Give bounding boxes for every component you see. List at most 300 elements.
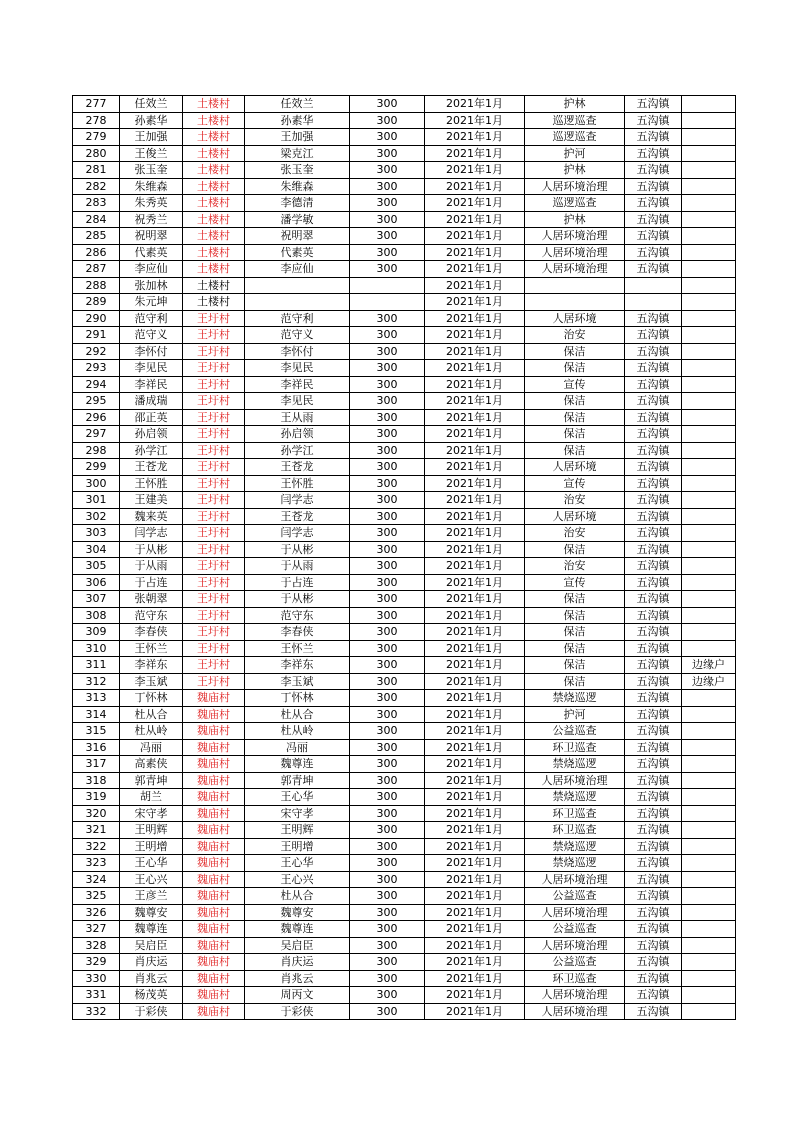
recipient-name-cell: 王加强 xyxy=(245,129,350,146)
village-name-cell: 土楼村 xyxy=(183,228,245,245)
recipient-name-cell: 李祥东 xyxy=(245,657,350,674)
recipient-name-cell xyxy=(245,277,350,294)
person-name-cell: 李春侠 xyxy=(120,624,183,641)
table-row xyxy=(73,310,736,327)
remark-cell xyxy=(682,211,736,228)
remark-cell xyxy=(682,393,736,410)
job-type-cell: 人居环境治理 xyxy=(525,178,625,195)
amount-cell: 300 xyxy=(350,574,425,591)
table-row xyxy=(73,261,736,278)
person-name-cell: 肖兆云 xyxy=(120,970,183,987)
recipient-name-cell: 王心华 xyxy=(245,855,350,872)
row-number-cell: 312 xyxy=(73,673,120,690)
person-name-cell: 李怀付 xyxy=(120,343,183,360)
job-type-cell: 护林 xyxy=(525,211,625,228)
town-name-cell: 五沟镇 xyxy=(625,904,682,921)
town-name-cell: 五沟镇 xyxy=(625,855,682,872)
recipient-name-cell: 范守东 xyxy=(245,607,350,624)
person-name-cell: 魏尊安 xyxy=(120,904,183,921)
amount-cell: 300 xyxy=(350,162,425,179)
amount-cell: 300 xyxy=(350,360,425,377)
remark-cell xyxy=(682,129,736,146)
recipient-name-cell: 于从彬 xyxy=(245,541,350,558)
table-row xyxy=(73,558,736,575)
table-row xyxy=(73,145,736,162)
job-type-cell: 宣传 xyxy=(525,574,625,591)
row-number-cell: 308 xyxy=(73,607,120,624)
recipient-name-cell: 李见民 xyxy=(245,360,350,377)
recipient-name-cell: 梁克江 xyxy=(245,145,350,162)
remark-cell xyxy=(682,244,736,261)
recipient-name-cell: 肖兆云 xyxy=(245,970,350,987)
job-type-cell: 公益巡查 xyxy=(525,723,625,740)
period-cell: 2021年1月 xyxy=(425,921,525,938)
recipient-name-cell: 郭青坤 xyxy=(245,772,350,789)
job-type-cell: 禁烧巡逻 xyxy=(525,756,625,773)
row-number-cell: 278 xyxy=(73,112,120,129)
row-number-cell: 291 xyxy=(73,327,120,344)
row-number-cell: 303 xyxy=(73,525,120,542)
job-type-cell: 宣传 xyxy=(525,376,625,393)
amount-cell: 300 xyxy=(350,376,425,393)
job-type-cell: 护林 xyxy=(525,96,625,113)
recipient-name-cell: 李春侠 xyxy=(245,624,350,641)
period-cell: 2021年1月 xyxy=(425,756,525,773)
job-type-cell xyxy=(525,294,625,311)
period-cell: 2021年1月 xyxy=(425,640,525,657)
recipient-name-cell: 魏尊连 xyxy=(245,756,350,773)
table-row xyxy=(73,492,736,509)
town-name-cell: 五沟镇 xyxy=(625,442,682,459)
village-name-cell: 魏庙村 xyxy=(183,970,245,987)
row-number-cell: 321 xyxy=(73,822,120,839)
amount-cell: 300 xyxy=(350,706,425,723)
person-name-cell: 朱秀英 xyxy=(120,195,183,212)
village-name-cell: 魏庙村 xyxy=(183,921,245,938)
recipient-name-cell: 杜从合 xyxy=(245,888,350,905)
row-number-cell: 330 xyxy=(73,970,120,987)
town-name-cell: 五沟镇 xyxy=(625,145,682,162)
recipient-name-cell: 于占连 xyxy=(245,574,350,591)
period-cell: 2021年1月 xyxy=(425,525,525,542)
row-number-cell: 331 xyxy=(73,987,120,1004)
job-type-cell: 保洁 xyxy=(525,393,625,410)
period-cell: 2021年1月 xyxy=(425,129,525,146)
job-type-cell: 护河 xyxy=(525,706,625,723)
job-type-cell: 禁烧巡逻 xyxy=(525,789,625,806)
job-type-cell: 宣传 xyxy=(525,475,625,492)
remark-cell xyxy=(682,574,736,591)
person-name-cell: 张朝翠 xyxy=(120,591,183,608)
village-name-cell: 王圩村 xyxy=(183,310,245,327)
job-type-cell: 治安 xyxy=(525,327,625,344)
recipient-name-cell: 孙学江 xyxy=(245,442,350,459)
table-row xyxy=(73,409,736,426)
row-number-cell: 328 xyxy=(73,937,120,954)
village-name-cell: 魏庙村 xyxy=(183,904,245,921)
village-name-cell: 王圩村 xyxy=(183,607,245,624)
recipient-name-cell: 王心华 xyxy=(245,789,350,806)
table-row xyxy=(73,294,736,311)
amount-cell: 300 xyxy=(350,343,425,360)
amount-cell xyxy=(350,294,425,311)
amount-cell: 300 xyxy=(350,1003,425,1020)
person-name-cell: 高素侠 xyxy=(120,756,183,773)
person-name-cell: 王心华 xyxy=(120,855,183,872)
recipient-name-cell: 李见民 xyxy=(245,393,350,410)
remark-cell xyxy=(682,756,736,773)
person-name-cell: 胡兰 xyxy=(120,789,183,806)
remark-cell xyxy=(682,789,736,806)
amount-cell: 300 xyxy=(350,541,425,558)
period-cell: 2021年1月 xyxy=(425,261,525,278)
job-type-cell: 公益巡查 xyxy=(525,921,625,938)
job-type-cell: 人居环境 xyxy=(525,310,625,327)
job-type-cell: 护林 xyxy=(525,162,625,179)
table-row xyxy=(73,871,736,888)
table-row xyxy=(73,162,736,179)
village-name-cell: 王圩村 xyxy=(183,508,245,525)
amount-cell: 300 xyxy=(350,970,425,987)
amount-cell: 300 xyxy=(350,987,425,1004)
recipient-name-cell: 宋守孝 xyxy=(245,805,350,822)
person-name-cell: 李玉斌 xyxy=(120,673,183,690)
remark-cell xyxy=(682,310,736,327)
job-type-cell: 环卫巡查 xyxy=(525,822,625,839)
village-name-cell: 土楼村 xyxy=(183,162,245,179)
village-name-cell: 土楼村 xyxy=(183,195,245,212)
row-number-cell: 309 xyxy=(73,624,120,641)
person-name-cell: 王心兴 xyxy=(120,871,183,888)
recipient-name-cell: 王从雨 xyxy=(245,409,350,426)
town-name-cell: 五沟镇 xyxy=(625,690,682,707)
town-name-cell: 五沟镇 xyxy=(625,343,682,360)
amount-cell: 300 xyxy=(350,195,425,212)
row-number-cell: 306 xyxy=(73,574,120,591)
recipient-name-cell: 孙素华 xyxy=(245,112,350,129)
village-name-cell: 魏庙村 xyxy=(183,772,245,789)
table-row xyxy=(73,607,736,624)
row-number-cell: 292 xyxy=(73,343,120,360)
person-name-cell: 范守义 xyxy=(120,327,183,344)
village-name-cell: 魏庙村 xyxy=(183,805,245,822)
job-type-cell: 环卫巡查 xyxy=(525,970,625,987)
recipient-name-cell: 王心兴 xyxy=(245,871,350,888)
town-name-cell xyxy=(625,277,682,294)
town-name-cell: 五沟镇 xyxy=(625,921,682,938)
person-name-cell: 魏来英 xyxy=(120,508,183,525)
village-name-cell: 王圩村 xyxy=(183,541,245,558)
job-type-cell: 公益巡查 xyxy=(525,954,625,971)
period-cell: 2021年1月 xyxy=(425,475,525,492)
town-name-cell: 五沟镇 xyxy=(625,723,682,740)
remark-cell xyxy=(682,904,736,921)
recipient-name-cell: 李德清 xyxy=(245,195,350,212)
amount-cell: 300 xyxy=(350,954,425,971)
amount-cell: 300 xyxy=(350,739,425,756)
village-name-cell: 王圩村 xyxy=(183,574,245,591)
job-type-cell: 保洁 xyxy=(525,624,625,641)
town-name-cell: 五沟镇 xyxy=(625,591,682,608)
row-number-cell: 284 xyxy=(73,211,120,228)
table-row xyxy=(73,525,736,542)
table-row xyxy=(73,772,736,789)
row-number-cell: 300 xyxy=(73,475,120,492)
period-cell: 2021年1月 xyxy=(425,888,525,905)
remark-cell xyxy=(682,327,736,344)
town-name-cell: 五沟镇 xyxy=(625,789,682,806)
town-name-cell: 五沟镇 xyxy=(625,756,682,773)
table-row xyxy=(73,426,736,443)
recipient-name-cell: 王苍龙 xyxy=(245,508,350,525)
table-row xyxy=(73,706,736,723)
person-name-cell: 朱元坤 xyxy=(120,294,183,311)
recipient-name-cell: 朱维森 xyxy=(245,178,350,195)
period-cell: 2021年1月 xyxy=(425,574,525,591)
row-number-cell: 318 xyxy=(73,772,120,789)
remark-cell xyxy=(682,1003,736,1020)
person-name-cell: 孙学江 xyxy=(120,442,183,459)
period-cell: 2021年1月 xyxy=(425,393,525,410)
recipient-name-cell: 杜从岭 xyxy=(245,723,350,740)
period-cell: 2021年1月 xyxy=(425,855,525,872)
table-row xyxy=(73,690,736,707)
table-row xyxy=(73,657,736,674)
town-name-cell: 五沟镇 xyxy=(625,112,682,129)
period-cell: 2021年1月 xyxy=(425,343,525,360)
remark-cell xyxy=(682,624,736,641)
town-name-cell: 五沟镇 xyxy=(625,624,682,641)
period-cell: 2021年1月 xyxy=(425,558,525,575)
remark-cell xyxy=(682,343,736,360)
remark-cell xyxy=(682,145,736,162)
person-name-cell: 王苍龙 xyxy=(120,459,183,476)
job-type-cell: 保洁 xyxy=(525,426,625,443)
table-row xyxy=(73,673,736,690)
remark-cell xyxy=(682,937,736,954)
village-name-cell: 魏庙村 xyxy=(183,937,245,954)
amount-cell: 300 xyxy=(350,789,425,806)
table-row xyxy=(73,591,736,608)
town-name-cell: 五沟镇 xyxy=(625,492,682,509)
remark-cell xyxy=(682,987,736,1004)
town-name-cell: 五沟镇 xyxy=(625,838,682,855)
row-number-cell: 299 xyxy=(73,459,120,476)
person-name-cell: 王明增 xyxy=(120,838,183,855)
table-row xyxy=(73,541,736,558)
amount-cell: 300 xyxy=(350,129,425,146)
row-number-cell: 315 xyxy=(73,723,120,740)
roster-table xyxy=(72,95,736,1020)
town-name-cell: 五沟镇 xyxy=(625,310,682,327)
row-number-cell: 286 xyxy=(73,244,120,261)
recipient-name-cell: 冯丽 xyxy=(245,739,350,756)
row-number-cell: 281 xyxy=(73,162,120,179)
row-number-cell: 313 xyxy=(73,690,120,707)
recipient-name-cell: 于从雨 xyxy=(245,558,350,575)
amount-cell: 300 xyxy=(350,459,425,476)
period-cell: 2021年1月 xyxy=(425,327,525,344)
town-name-cell: 五沟镇 xyxy=(625,607,682,624)
town-name-cell: 五沟镇 xyxy=(625,888,682,905)
job-type-cell: 保洁 xyxy=(525,409,625,426)
person-name-cell: 祝秀兰 xyxy=(120,211,183,228)
recipient-name-cell: 潘学敏 xyxy=(245,211,350,228)
remark-cell xyxy=(682,228,736,245)
amount-cell: 300 xyxy=(350,904,425,921)
village-name-cell: 魏庙村 xyxy=(183,756,245,773)
town-name-cell: 五沟镇 xyxy=(625,558,682,575)
job-type-cell: 人居环境治理 xyxy=(525,244,625,261)
remark-cell xyxy=(682,558,736,575)
table-row xyxy=(73,937,736,954)
job-type-cell: 人居环境 xyxy=(525,508,625,525)
village-name-cell: 王圩村 xyxy=(183,376,245,393)
town-name-cell: 五沟镇 xyxy=(625,195,682,212)
amount-cell: 300 xyxy=(350,244,425,261)
amount-cell: 300 xyxy=(350,624,425,641)
job-type-cell: 人居环境 xyxy=(525,459,625,476)
row-number-cell: 310 xyxy=(73,640,120,657)
village-name-cell: 王圩村 xyxy=(183,525,245,542)
period-cell: 2021年1月 xyxy=(425,706,525,723)
village-name-cell: 王圩村 xyxy=(183,591,245,608)
row-number-cell: 277 xyxy=(73,96,120,113)
table-row xyxy=(73,96,736,113)
row-number-cell: 322 xyxy=(73,838,120,855)
remark-cell xyxy=(682,607,736,624)
remark-cell xyxy=(682,888,736,905)
person-name-cell: 于从彬 xyxy=(120,541,183,558)
job-type-cell: 禁烧巡逻 xyxy=(525,855,625,872)
amount-cell: 300 xyxy=(350,426,425,443)
table-row xyxy=(73,624,736,641)
recipient-name-cell: 闫学志 xyxy=(245,492,350,509)
period-cell: 2021年1月 xyxy=(425,657,525,674)
person-name-cell: 张加林 xyxy=(120,277,183,294)
row-number-cell: 293 xyxy=(73,360,120,377)
town-name-cell: 五沟镇 xyxy=(625,739,682,756)
period-cell: 2021年1月 xyxy=(425,228,525,245)
recipient-name-cell: 肖庆运 xyxy=(245,954,350,971)
row-number-cell: 280 xyxy=(73,145,120,162)
town-name-cell: 五沟镇 xyxy=(625,426,682,443)
period-cell: 2021年1月 xyxy=(425,987,525,1004)
table-row xyxy=(73,739,736,756)
remark-cell xyxy=(682,277,736,294)
village-name-cell: 王圩村 xyxy=(183,673,245,690)
period-cell: 2021年1月 xyxy=(425,591,525,608)
recipient-name-cell: 王明增 xyxy=(245,838,350,855)
period-cell: 2021年1月 xyxy=(425,211,525,228)
job-type-cell: 保洁 xyxy=(525,673,625,690)
job-type-cell: 巡逻巡查 xyxy=(525,129,625,146)
job-type-cell: 人居环境治理 xyxy=(525,1003,625,1020)
job-type-cell: 人居环境治理 xyxy=(525,772,625,789)
table-row xyxy=(73,228,736,245)
remark-cell xyxy=(682,855,736,872)
period-cell: 2021年1月 xyxy=(425,508,525,525)
job-type-cell: 环卫巡查 xyxy=(525,805,625,822)
amount-cell: 300 xyxy=(350,310,425,327)
village-name-cell: 王圩村 xyxy=(183,360,245,377)
person-name-cell: 范守利 xyxy=(120,310,183,327)
row-number-cell: 326 xyxy=(73,904,120,921)
job-type-cell: 人居环境治理 xyxy=(525,261,625,278)
row-number-cell: 314 xyxy=(73,706,120,723)
period-cell: 2021年1月 xyxy=(425,112,525,129)
row-number-cell: 307 xyxy=(73,591,120,608)
period-cell: 2021年1月 xyxy=(425,459,525,476)
period-cell: 2021年1月 xyxy=(425,409,525,426)
town-name-cell: 五沟镇 xyxy=(625,822,682,839)
table-row xyxy=(73,954,736,971)
remark-cell: 边缘户 xyxy=(682,657,736,674)
remark-cell xyxy=(682,261,736,278)
remark-cell: 边缘户 xyxy=(682,673,736,690)
period-cell: 2021年1月 xyxy=(425,294,525,311)
period-cell: 2021年1月 xyxy=(425,673,525,690)
period-cell: 2021年1月 xyxy=(425,277,525,294)
person-name-cell: 孙启领 xyxy=(120,426,183,443)
row-number-cell: 279 xyxy=(73,129,120,146)
amount-cell: 300 xyxy=(350,112,425,129)
period-cell: 2021年1月 xyxy=(425,360,525,377)
recipient-name-cell: 魏尊连 xyxy=(245,921,350,938)
town-name-cell: 五沟镇 xyxy=(625,244,682,261)
period-cell: 2021年1月 xyxy=(425,723,525,740)
town-name-cell: 五沟镇 xyxy=(625,475,682,492)
person-name-cell: 王明辉 xyxy=(120,822,183,839)
amount-cell: 300 xyxy=(350,855,425,872)
job-type-cell: 护河 xyxy=(525,145,625,162)
period-cell: 2021年1月 xyxy=(425,904,525,921)
village-name-cell: 土楼村 xyxy=(183,294,245,311)
remark-cell xyxy=(682,294,736,311)
village-name-cell: 土楼村 xyxy=(183,112,245,129)
remark-cell xyxy=(682,112,736,129)
remark-cell xyxy=(682,409,736,426)
person-name-cell: 李祥民 xyxy=(120,376,183,393)
recipient-name-cell xyxy=(245,294,350,311)
remark-cell xyxy=(682,723,736,740)
table-row xyxy=(73,475,736,492)
town-name-cell: 五沟镇 xyxy=(625,360,682,377)
table-row xyxy=(73,211,736,228)
person-name-cell: 王俊兰 xyxy=(120,145,183,162)
village-name-cell: 王圩村 xyxy=(183,558,245,575)
town-name-cell: 五沟镇 xyxy=(625,162,682,179)
amount-cell: 300 xyxy=(350,756,425,773)
period-cell: 2021年1月 xyxy=(425,739,525,756)
town-name-cell: 五沟镇 xyxy=(625,805,682,822)
row-number-cell: 323 xyxy=(73,855,120,872)
village-name-cell: 王圩村 xyxy=(183,409,245,426)
person-name-cell: 吴启臣 xyxy=(120,937,183,954)
person-name-cell: 朱维森 xyxy=(120,178,183,195)
remark-cell xyxy=(682,96,736,113)
town-name-cell: 五沟镇 xyxy=(625,96,682,113)
job-type-cell: 人居环境治理 xyxy=(525,987,625,1004)
recipient-name-cell: 李祥民 xyxy=(245,376,350,393)
row-number-cell: 289 xyxy=(73,294,120,311)
row-number-cell: 294 xyxy=(73,376,120,393)
amount-cell: 300 xyxy=(350,607,425,624)
table-row xyxy=(73,805,736,822)
period-cell: 2021年1月 xyxy=(425,244,525,261)
person-name-cell: 范守东 xyxy=(120,607,183,624)
period-cell: 2021年1月 xyxy=(425,624,525,641)
